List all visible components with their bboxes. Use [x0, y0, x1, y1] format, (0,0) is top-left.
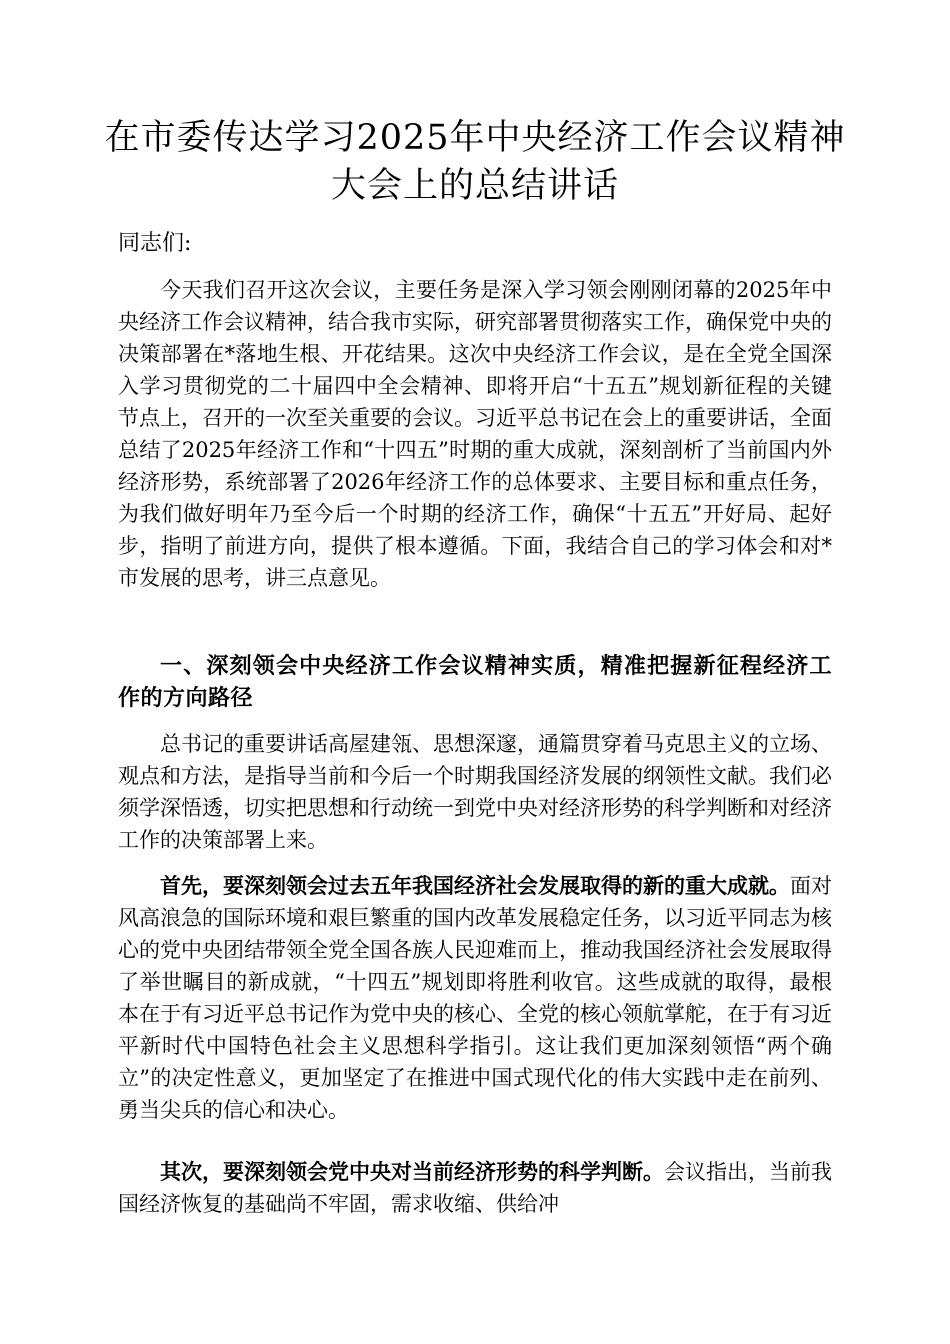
section1-paragraph: 总书记的重要讲话高屋建瓴、思想深邃，通篇贯穿着马克思主义的立场、观点和方法，是指导当前和今后一个时期我国经济发展的纲领性文献。我们必须学深悟透，切实把思想和行动统一到党中央对经济形势的科学判断和对经济工作的决策部署上来。 — [118, 732, 832, 852]
intro-paragraph: 今天我们召开这次会议，主要任务是深入学习领会刚刚闭幕的2025年中央经济工作会议精神，结合我市实际，研究部署贯彻落实工作，确保党中央的决策部署在*落地生根、开花结果。这次中央经济工作会议，是在全党全国深入学习贯彻党的二十届四中全会精神、即将开启“十五五”规划新征程的关键节点上，召开的一次至关重要的会议。习近平总书记在会上的重要讲话，全面总结了2025年经济工作和“十四五”时期的重大成就，深刻剖析了当前国内外经济形势，系统部署了2026年经济工作的总体要求、主要目标和重点任务，为我们做好明年乃至今后一个时期的经济工作，确保“十五五”开好局、起好步，指明了前进方向，提供了根本遵循。下面，我结合自己的学习体会和对*市发展的思考，讲三点意见。 — [118, 278, 833, 590]
first-point-lead: 首先，要深刻领会过去五年我国经济社会发展取得的新的重大成就。 — [160, 873, 790, 898]
second-point-lead: 其次，要深刻领会党中央对当前经济形势的科学判断。 — [160, 1159, 664, 1184]
second-point-paragraph — [118, 1156, 832, 1220]
document-title-line-1: 在市委传达学习2025年中央经济工作会议精神 — [104, 118, 846, 158]
salutation: 同志们: — [118, 231, 192, 256]
document-title-line-2: 大会上的总结讲话 — [330, 166, 619, 206]
second-point-body: 会议指出，当前我国经济恢复的基础尚不牢固，需求收缩、供给冲 — [118, 1160, 832, 1216]
first-point-body: 面对风高浪急的国际环境和艰巨繁重的国内改革发展稳定任务，以习近平同志为核心的党中央团结带领全党全国各族人民迎难而上，推动我国经济社会发展取得了举世瞩目的新成就，“十四五”规划即将胜利收官。这些成就的取得，最根本在于有习近平总书记作为党中央的核心、全党的核心领航掌舵，在于有习近平新时代中国特色社会主义思想科学指引。这让我们更加深刻领悟“两个确立”的决定性意义，更加坚定了在推进中国式现代化的伟大实践中走在前列、勇当尖兵的信心和决心。 — [118, 874, 832, 1122]
first-point-paragraph — [118, 870, 832, 1126]
section-heading-1: 一、深刻领会中央经济工作会议精神实质，精准把握新征程经济工作的方向路径 — [118, 653, 832, 711]
